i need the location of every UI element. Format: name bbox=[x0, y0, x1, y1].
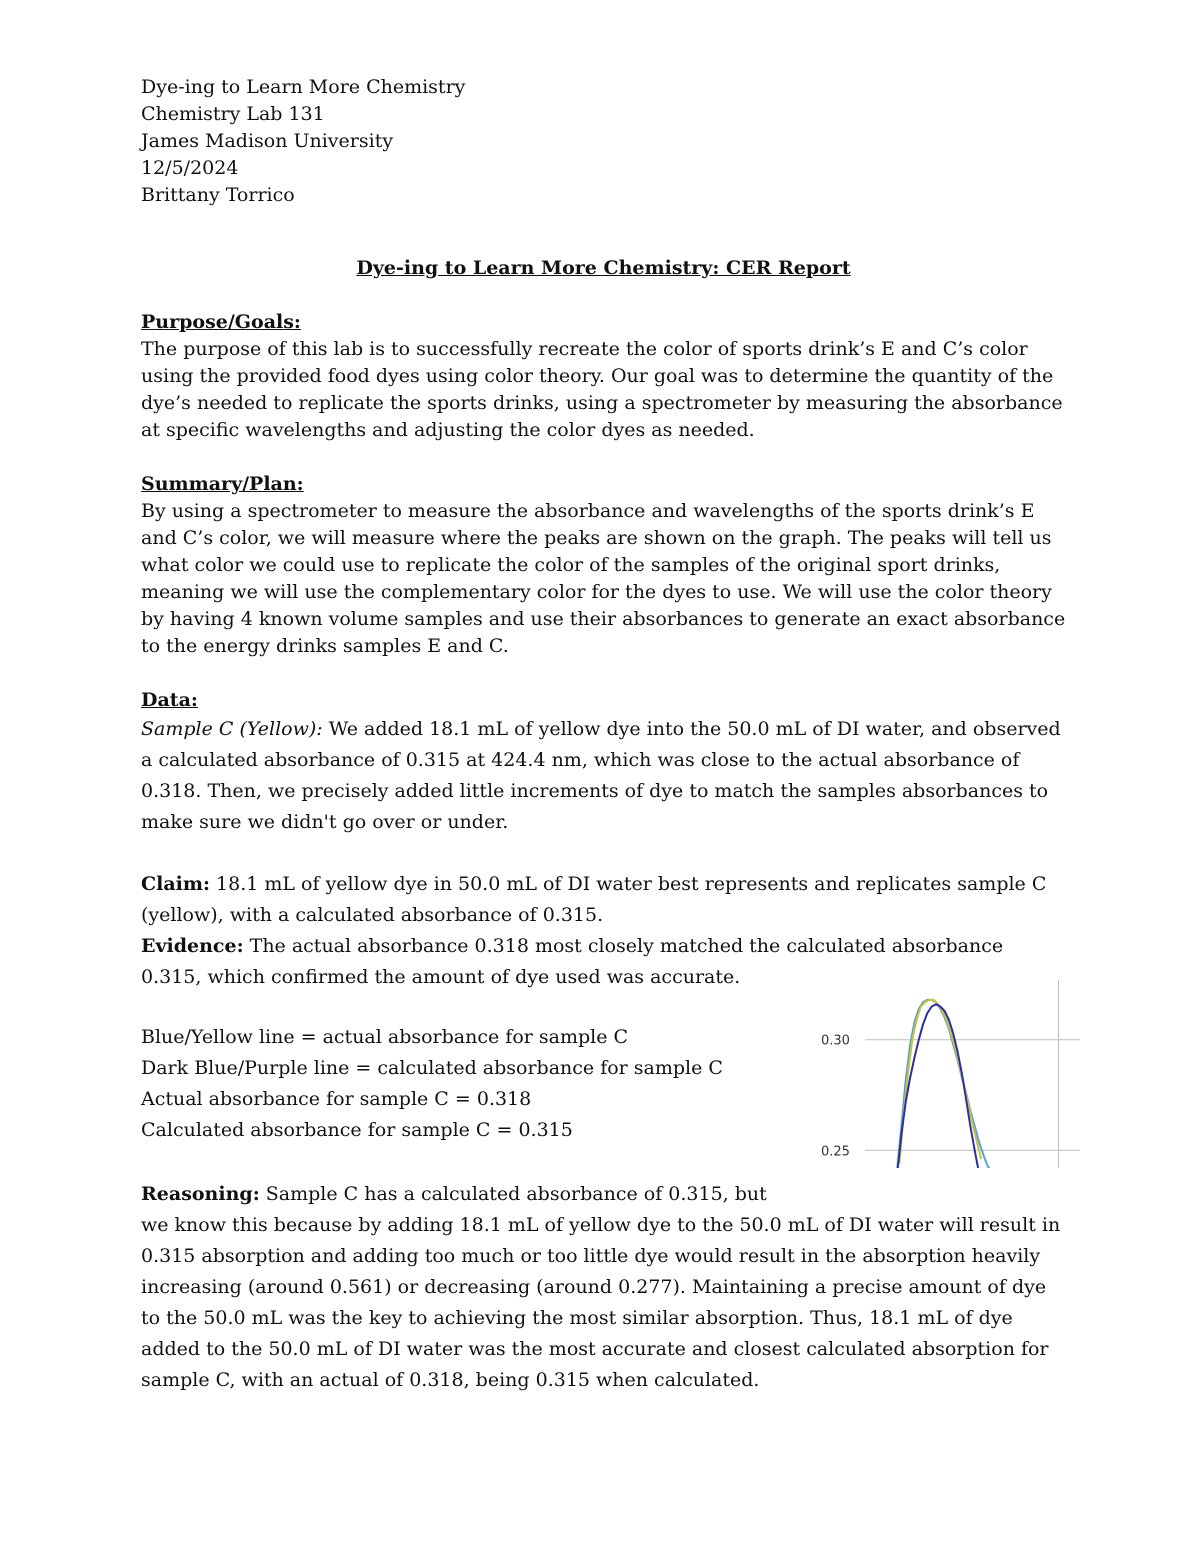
document-page bbox=[141, 74, 1066, 1396]
series-line-2 bbox=[897, 1004, 987, 1172]
legend-actual-value: Actual absorbance for sample C = 0.318 bbox=[141, 1088, 532, 1110]
absorbance-chart bbox=[815, 972, 1080, 1172]
data-text: We added 18.1 mL of yellow dye into the 50.0 mL of DI water, and observed a calculated absorbance of 0.315 at 424.4 nm, which was close to the actual absorbance of 0.318. Then, we precisely added little increments of dye to match the samples absorbances to make sure we didn't go over or under. bbox=[141, 718, 1061, 833]
header-university: James Madison University bbox=[141, 130, 394, 152]
legend-calculated-line: Dark Blue/Purple line = calculated absorbance for sample C bbox=[141, 1057, 723, 1079]
evidence-text: The actual absorbance 0.318 most closely matched the calculated absorbance 0.315, which confirmed the amount of dye used was accurate. bbox=[141, 935, 1004, 988]
reasoning-paragraph bbox=[141, 1179, 1066, 1210]
claim-paragraph bbox=[141, 869, 1066, 931]
absorbance-chart-svg bbox=[815, 972, 1080, 1172]
header-lab-number: Chemistry Lab 131 bbox=[141, 103, 325, 125]
purpose-text: The purpose of this lab is to successfully recreate the color of sports drink’s E and C’s color using the provided food dyes using color theory. Our goal was to determine the quantity of the dye’s needed to replicate the sports drinks, using a spectrometer by measuring the absorbance at specific wavelengths and adjusting the color dyes as needed. bbox=[141, 338, 1063, 441]
spacer bbox=[141, 838, 1066, 869]
header-course-title: Dye-ing to Learn More Chemistry bbox=[141, 76, 466, 98]
header-date: 12/5/2024 bbox=[141, 157, 239, 179]
evidence-label: Evidence: bbox=[141, 935, 244, 957]
sample-c-label: Sample C (Yellow): bbox=[141, 718, 323, 740]
data-paragraph bbox=[141, 714, 1066, 838]
data-heading: Data: bbox=[141, 689, 198, 711]
reasoning-label: Reasoning: bbox=[141, 1183, 260, 1205]
claim-section bbox=[141, 869, 1066, 931]
claim-text: 18.1 mL of yellow dye in 50.0 mL of DI water best represents and replicates sample C (yellow), with a calculated absorbance of 0.315. bbox=[141, 873, 1047, 926]
y-tick-label-0: 0.30 bbox=[821, 1033, 850, 1049]
summary-text: By using a spectrometer to measure the absorbance and wavelengths of the sports drink’s E and C’s color, we will measure where the peaks are shown on the graph. The peaks will tell us what color we could use to replicate the color of the samples of the original sport drinks, meaning we will use the complementary color for the dyes to use. We will use the color theory by having 4 known volume samples and use their absorbances to generate an exact absorbance to the energy drinks samples E and C. bbox=[141, 500, 1066, 657]
legend-calculated-value: Calculated absorbance for sample C = 0.315 bbox=[141, 1119, 573, 1141]
reasoning-section bbox=[141, 1179, 1066, 1396]
summary-heading: Summary/Plan: bbox=[141, 473, 304, 495]
purpose-heading: Purpose/Goals: bbox=[141, 311, 301, 333]
data-section bbox=[141, 687, 1066, 838]
summary-section bbox=[141, 471, 1066, 660]
purpose-section bbox=[141, 309, 1066, 444]
header-author: Brittany Torrico bbox=[141, 184, 295, 206]
series-line-1 bbox=[899, 1000, 981, 1164]
claim-label: Claim: bbox=[141, 873, 210, 895]
reasoning-first-line: Sample C has a calculated absorbance of 0.315, but bbox=[259, 1183, 767, 1205]
header-block bbox=[141, 74, 1066, 209]
report-title: Dye-ing to Learn More Chemistry: CER Report bbox=[356, 257, 851, 279]
reasoning-text: we know this because by adding 18.1 mL of yellow dye to the 50.0 mL of DI water will result in 0.315 absorption and adding too much or too little dye would result in the absorption heavily increasing (around 0.561) or decreasing (around 0.277). Maintaining a precise amount of dye to the 50.0 mL was the key to achieving the most similar absorption. Thus, 18.1 mL of dye added to the 50.0 mL of DI water was the most accurate and closest calculated absorption for sample C, with an actual of 0.318, being 0.315 when calculated. bbox=[141, 1214, 1061, 1391]
legend-actual-line: Blue/Yellow line = actual absorbance for sample C bbox=[141, 1026, 629, 1048]
y-tick-label-1: 0.25 bbox=[821, 1144, 850, 1160]
